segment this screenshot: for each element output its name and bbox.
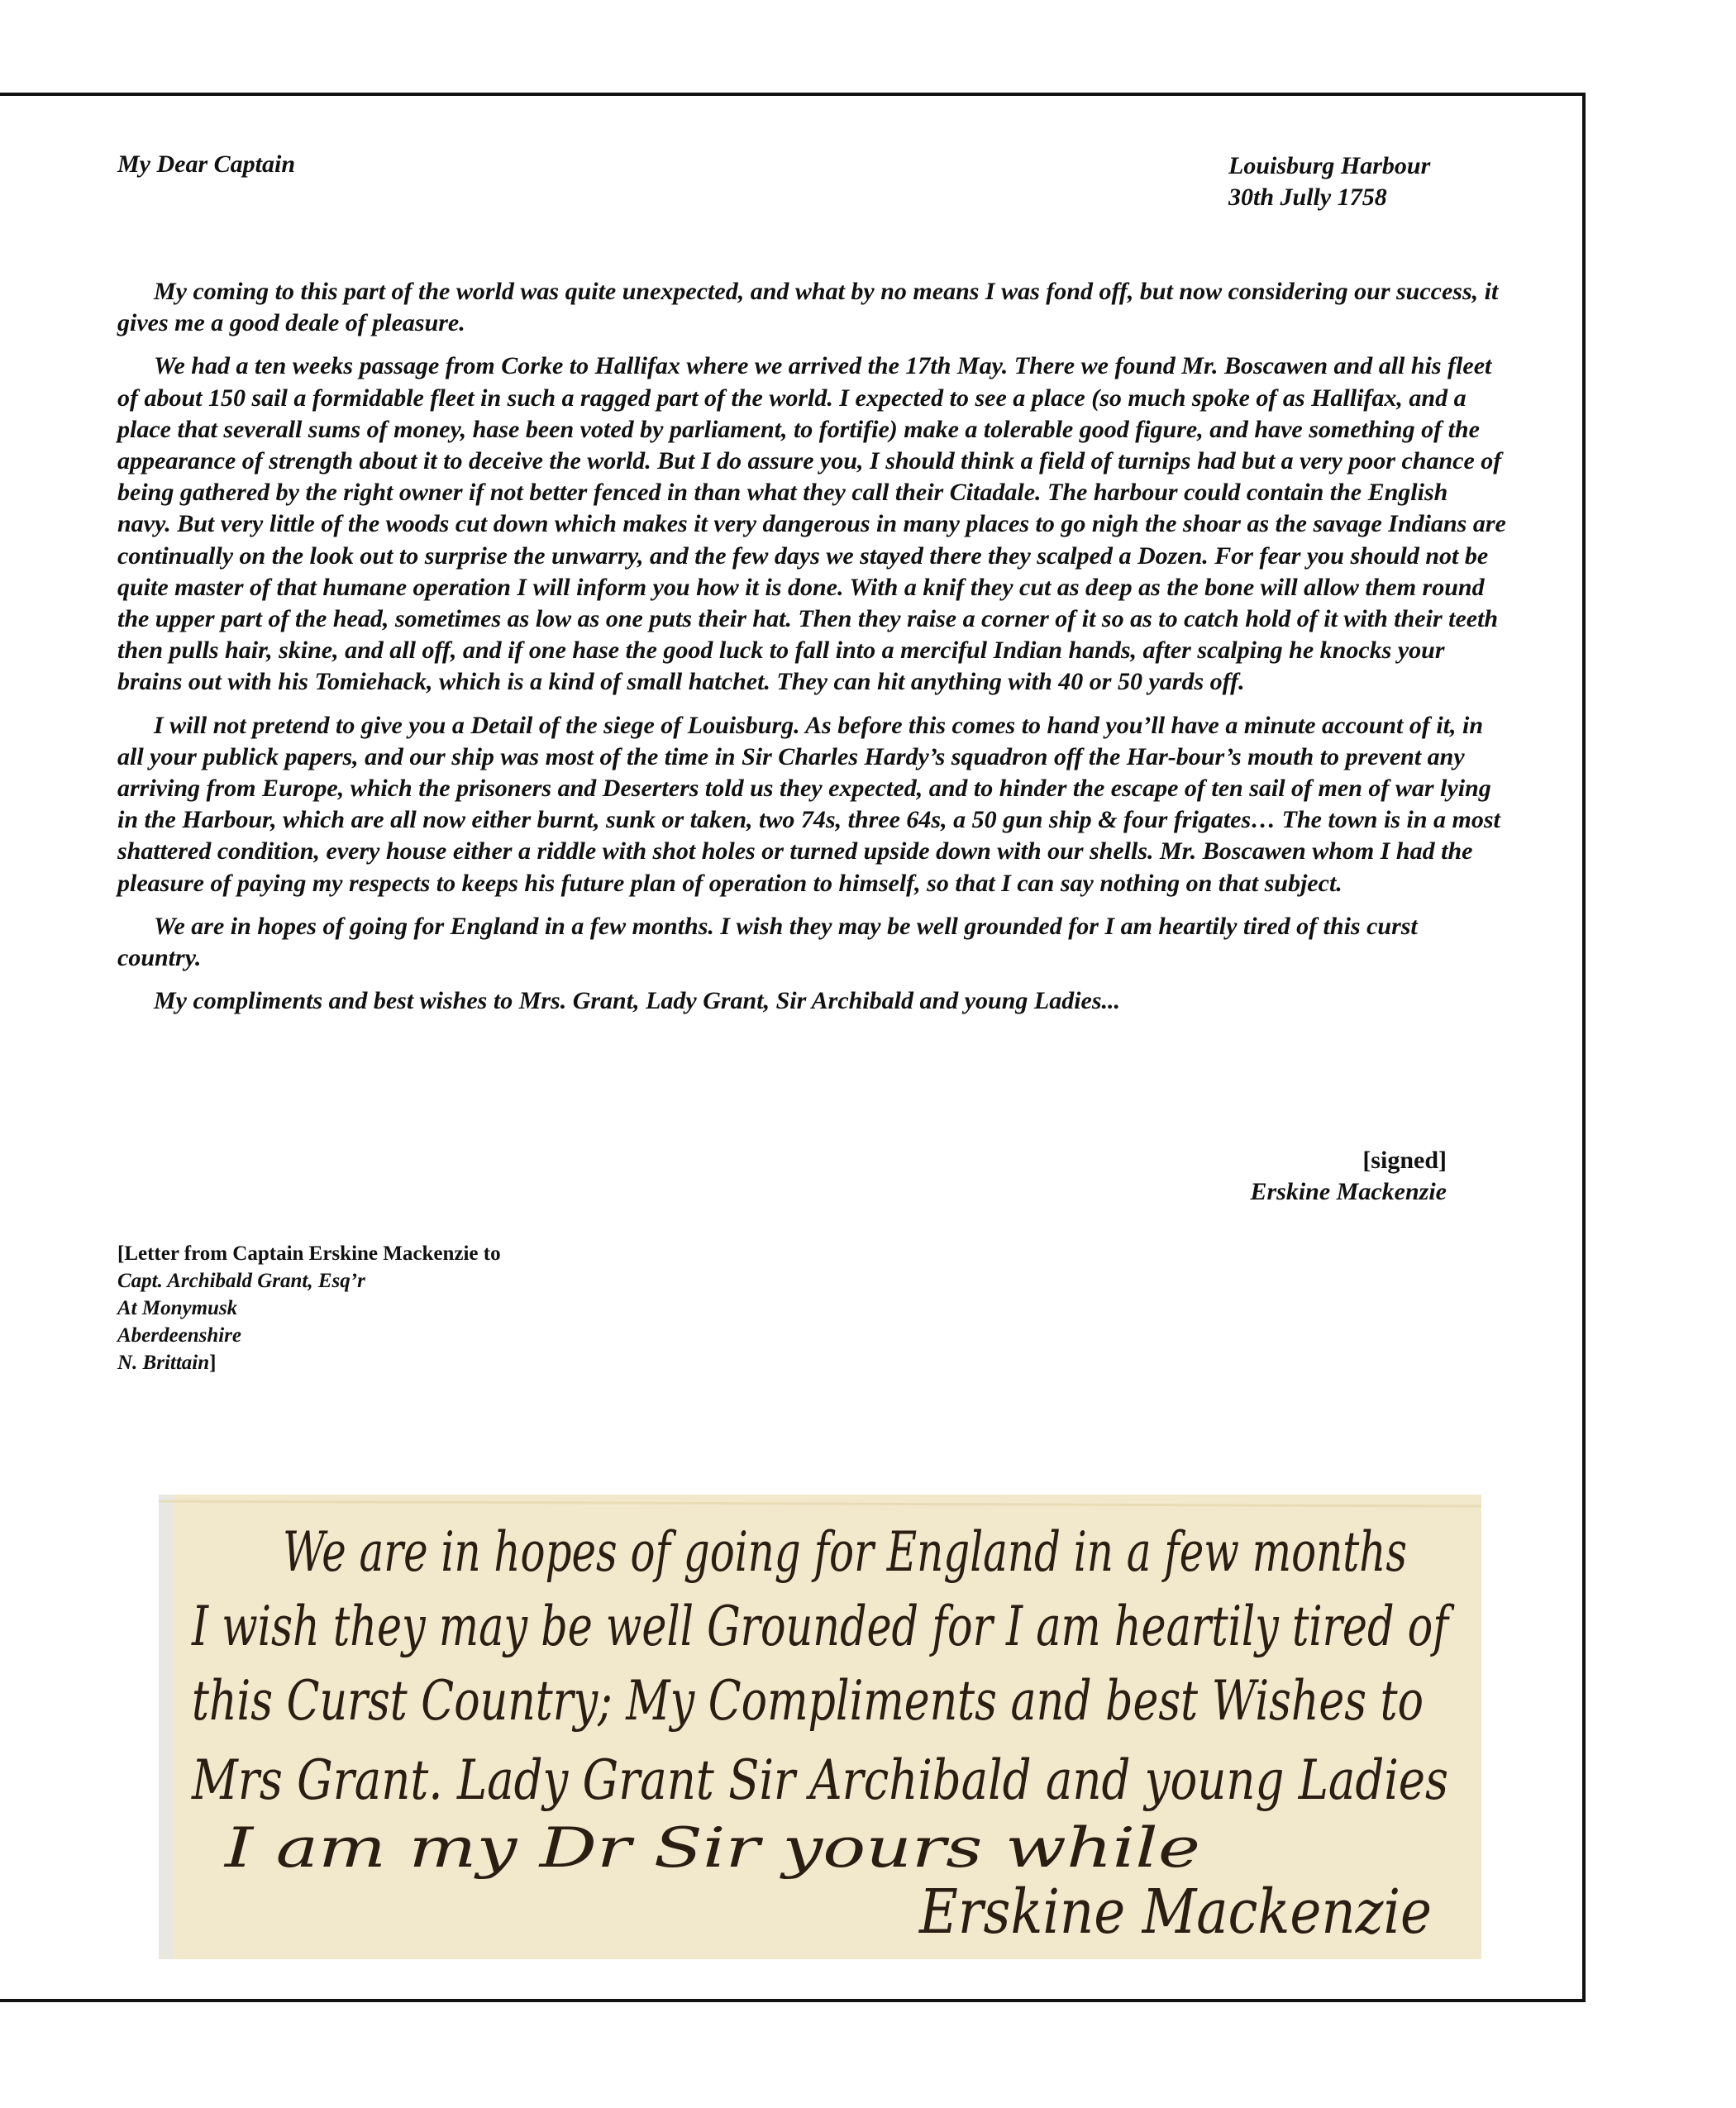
signature-name: Erskine Mackenzie [1250,1178,1447,1205]
address-line: Aberdeenshire [117,1324,241,1347]
manuscript-image [159,1495,1481,1959]
paragraph: We had a ten weeks passage from Corke to Hallifax where we arrived the 17th May. There we found Mr. Boscawen and all his fleet of about 150 sail a formidable fleet in such a ragged part of the world. I expected to see a place (so much spoke of as Hallifax, and a place that severall sums of money, hase been voted by parliament, to fortifie) make a tolerable good figure, and have something of the appearance of strength about it to deceive the world. But I do assure you, I should think a field of turnips had but a very poor chance of being gathered by the right owner if not better fenced in than what they call their Citadale. The harbour could contain the English navy. But very little of the woods cut down which makes it very dangerous in many places to go nigh the shoar as the savage Indians are continually on the look out to surprise the unwarry, and the few days we stayed there they scalped a Dozen. For fear you should not be quite master of that humane operation I will inform you how it is done. With a knif they cut as deep as the bone will allow them round the upper part of the head, sometimes as low as one puts their hat. Then they raise a corner of it so as to catch hold of it with their teeth then pulls hair, skine, and all off, and if one hase the good luck to fall into a merciful Indian hands, after scalping he knocks your brains out with his Tomiehack, which is a kind of small hatchet. They can hit anything with 40 or 50 yards off. [117,352,1506,696]
place-date-block [1228,150,1430,213]
manuscript-line: We are in hopes of going for England in a few months [283,1520,1407,1584]
salutation: My Dear Captain [117,150,296,178]
paragraph: My coming to this part of the world was quite unexpected, and what by no means I was fond off, but now considering our success, it gives me a good deale of pleasure. [117,278,1499,337]
letter-place: Louisburg Harbour [1228,152,1431,179]
address-line: At Monymusk [117,1297,238,1319]
letter-body [117,276,1506,1028]
signature-block [1250,1145,1447,1208]
address-heading: [Letter from Captain Erskine Mackenzie to [117,1242,501,1265]
address-last-line [117,1349,501,1376]
manuscript-line: I wish they may be well Grounded for I am heartily tired of [191,1595,1456,1658]
address-line: Capt. Archibald Grant, Esq’r [117,1270,365,1292]
paragraph: My compliments and best wishes to Mrs. Grant, Lady Grant, Sir Archibald and young Ladies... [154,987,1121,1015]
address-block [117,1240,501,1376]
manuscript-line: Mrs Grant. Lady Grant Sir Archibald and young Ladies [191,1748,1448,1812]
manuscript-line: Erskine Mackenzie [918,1877,1432,1948]
closing-bracket: ] [209,1352,217,1374]
manuscript-handwriting [159,1495,1481,1959]
address-line: N. Brittain [117,1352,210,1374]
manuscript-line: this Curst Country; My Compliments and best Wishes to [192,1669,1424,1733]
paragraph: We are in hopes of going for England in a few months. I wish they may be well grounded for I am heartily tired of this curst country. [117,912,1418,972]
letter-date: 30th Jully 1758 [1228,184,1387,211]
signed-label: [signed] [1362,1147,1447,1174]
paragraph: I will not pretend to give you a Detail of the siege of Louisburg. As before this comes to hand you’ll have a minute account of it, in all your publick papers, and our ship was most of the time in Sir Charles Hardy’s squadron off the Har-bour’s mouth to prevent any arriving from Europe, which the prisoners and Deserters told us they expected, and to hinder the escape of ten sail of men of war lying in the Harbour, which are all now either burnt, sunk or taken, two 74s, three 64s, a 50 gun ship & four frigates… The town is in a most shattered condition, every house either a riddle with shot holes or turned upside down with our shells. Mr. Boscawen whom I had the pleasure of paying my respects to keeps his future plan of operation to himself, so that I can say nothing on that subject. [117,711,1500,897]
manuscript-line: I am my Dr Sir yours while [223,1816,1200,1880]
